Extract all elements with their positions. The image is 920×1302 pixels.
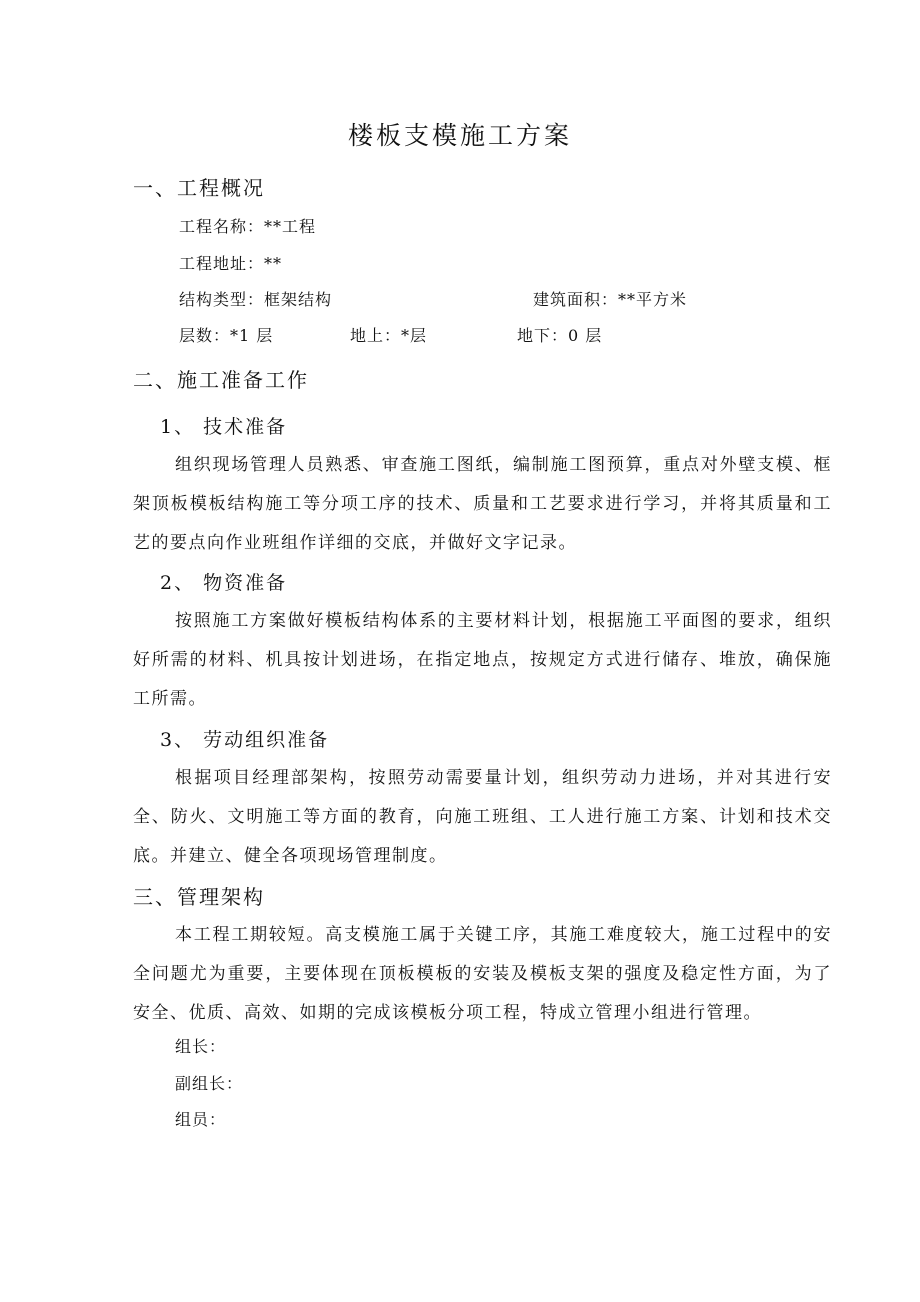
document-title: 楼板支模施工方案: [347, 121, 572, 150]
floors-above-ground: 地上：*层: [350, 326, 428, 345]
subsection-heading-labor: 3、 劳动组织准备: [160, 729, 330, 751]
floors-below-ground: 地下：0 层: [517, 326, 603, 345]
paragraph-technical: 组织现场管理人员熟悉、审查施工图纸，编制施工图预算，重点对外壁支模、框架顶板模板结构施工等分项工序的技术、质量和工艺要求进行学习，并将其质量和工艺的要点向作业班组作详细的交底，并做好文字记录。: [133, 455, 832, 553]
floor-count: 层数：*1 层: [179, 326, 274, 345]
team-member-label: 组员：: [175, 1110, 227, 1129]
structure-type: 结构类型：框架结构: [179, 290, 333, 309]
team-leader-label: 组长：: [175, 1037, 227, 1056]
paragraph-materials: 按照施工方案做好模板结构体系的主要材料计划，根据施工平面图的要求，组织好所需的材料、机具按计划进场，在指定地点，按规定方式进行储存、堆放，确保施工所需。: [133, 611, 832, 709]
subsection-heading-technical: 1、 技术准备: [160, 416, 288, 438]
project-name: 工程名称：**工程: [179, 217, 317, 236]
paragraph-labor: 根据项目经理部架构，按照劳动需要量计划，组织劳动力进场，并对其进行安全、防火、文明施工等方面的教育，向施工班组、工人进行施工方案、计划和技术交底。并建立、健全各项现场管理制度。: [133, 768, 832, 866]
section-heading-preparation: 二、施工准备工作: [133, 368, 309, 392]
paragraph-management: 本工程工期较短。高支模施工属于关键工序，其施工难度较大，施工过程中的安全问题尤为重要，主要体现在顶板模板的安装及模板支架的强度及稳定性方面，为了安全、优质、高效、如期的完成该模板分项工程，特成立管理小组进行管理。: [133, 925, 832, 1023]
deputy-leader-label: 副组长：: [175, 1074, 244, 1093]
project-address: 工程地址：**: [179, 254, 283, 273]
building-area: 建筑面积：**平方米: [533, 290, 688, 309]
section-heading-management: 三、管理架构: [133, 885, 265, 909]
section-heading-overview: 一、工程概况: [133, 176, 265, 200]
subsection-heading-materials: 2、 物资准备: [160, 572, 288, 594]
